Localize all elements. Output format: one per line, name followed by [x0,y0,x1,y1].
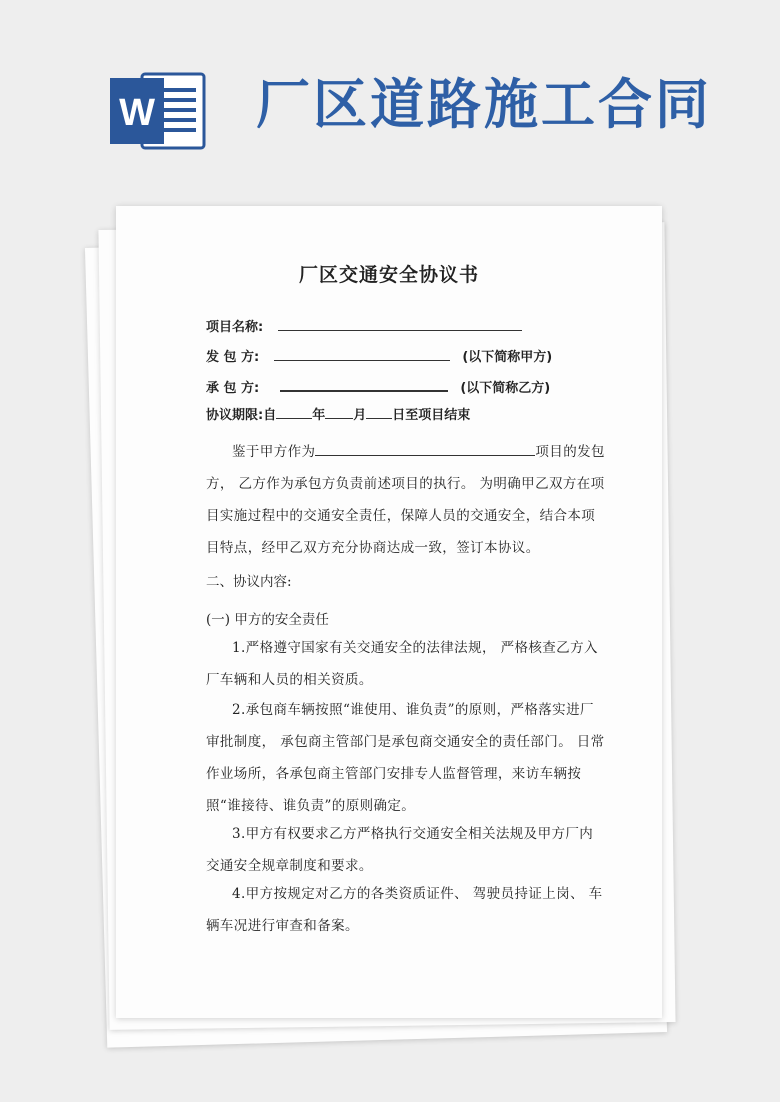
party-a-note: (以下简称甲方) [462,350,553,365]
period-end-label: 日至项目结束 [392,408,471,423]
project-name-label: 项目名称: [206,320,264,335]
list-item: 1.严格遵守国家有关交通安全的法律法规， 严格核查乙方入厂车辆和人员的相关资质。 [206,640,598,688]
intro-paragraph [206,436,606,564]
party-b-blank [280,376,448,392]
year-label: 年 [312,408,326,423]
document-page [116,206,662,1018]
agreement-title: 厂区交通安全协议书 [298,264,479,286]
month-label: 月 [353,408,367,423]
party-a-label: 发 包 方: [206,350,260,365]
section-heading: 二、协议内容: [206,574,292,590]
project-name-blank [278,316,522,331]
month-blank [325,404,353,419]
year-blank [276,404,312,419]
party-a-row [206,346,552,367]
period-label: 协议期限:自 [206,408,277,423]
list-item: 4.甲方按规定对乙方的各类资质证件、 驾驶员持证上岗、 车辆车况进行审查和备案。 [206,886,603,934]
list-item: 2.承包商车辆按照“谁使用、谁负责”的原则，严格落实进厂审批制度， 承包商主管部门是承包商交通安全的责任部门。 日常作业场所，各承包商主管部门安排专人监督管理，来访车辆按照“谁接待、谁负责”的原则确定。 [206,702,605,814]
day-blank [366,404,392,419]
intro-part-2: 项目的发包 [535,444,605,460]
party-b-note: (以下简称乙方) [460,381,551,396]
party-b-label: 承 包 方: [206,381,260,396]
period-row [206,404,470,425]
page-title: 厂区道路施工合同 [256,73,712,136]
party-b-row [206,376,550,398]
list-item: 3.甲方有权要求乙方严格执行交通安全相关法规及甲方厂内交通安全规章制度和要求。 [206,826,594,874]
word-document-icon [108,68,208,154]
project-name-row [206,316,522,337]
intro-part-1: 鉴于甲方作为 [232,444,316,460]
subsection-heading: (一) 甲方的安全责任 [206,612,329,628]
header [0,0,780,200]
intro-rest: 方， 乙方作为承包方负责前述项目的执行。 为明确甲乙双方在项目实施过程中的交通安全责任，保障人员的交通安全，结合本项目特点，经甲乙双方充分协商达成一致，签订本协议。 [206,476,605,556]
word-logo-letter: W [119,92,155,134]
intro-blank [315,441,535,456]
party-a-blank [274,346,450,361]
